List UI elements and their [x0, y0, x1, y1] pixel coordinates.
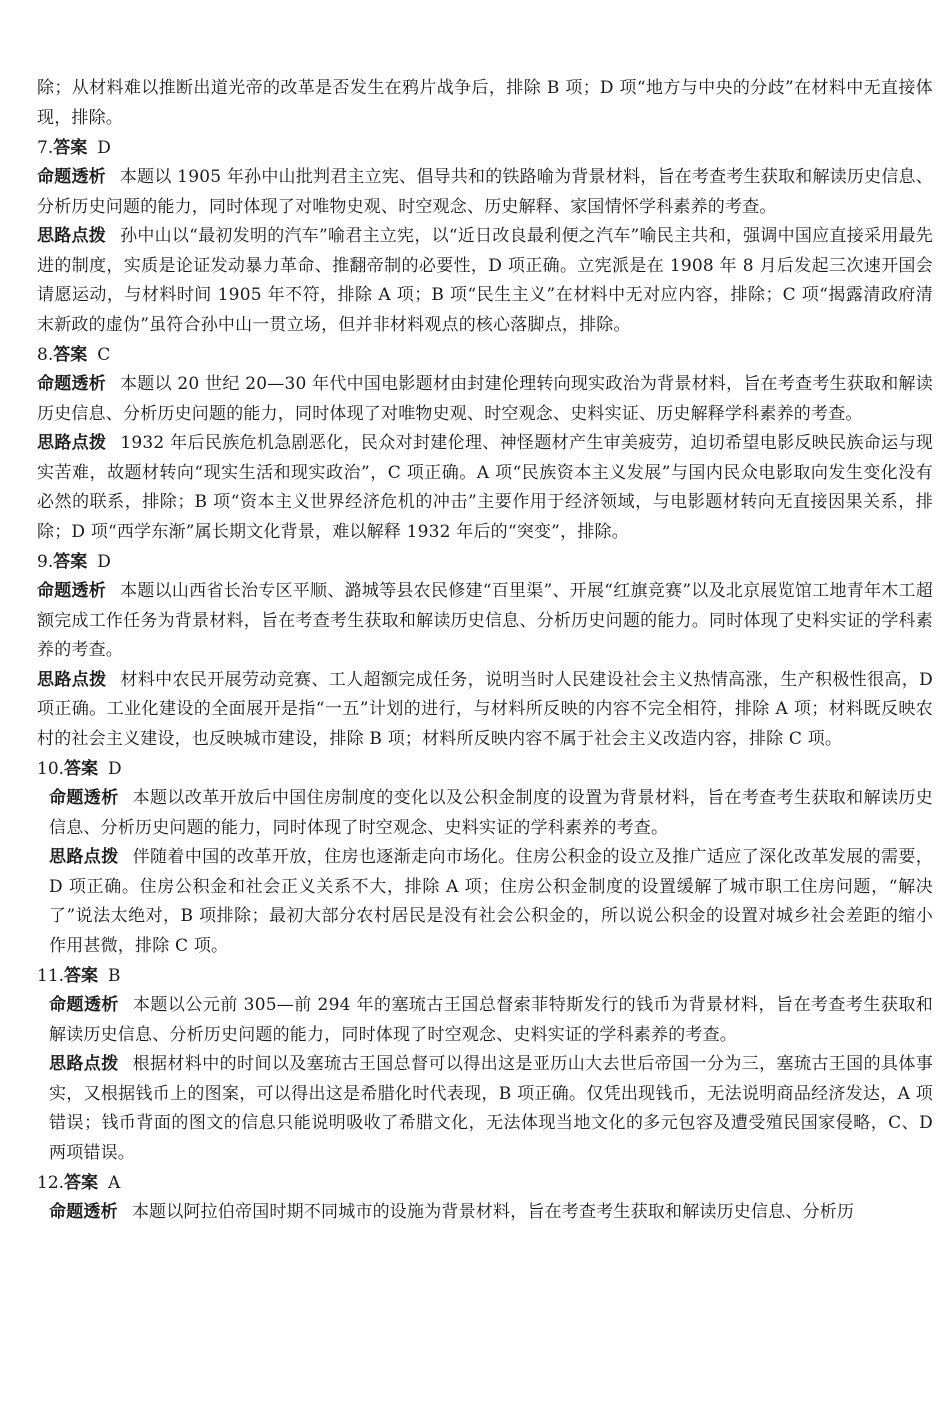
answer-line: [37, 133, 933, 163]
insight-text: 本题以 1905 年孙中山批判君主立宪、倡导共和的铁路喻为背景材料，旨在考查考生获取和解读历史信息、分析历史问题的能力，同时体现了对唯物史观、时空观念、历史解释、家国情怀学科素养的考查。: [37, 167, 933, 217]
answer-line: [37, 547, 933, 577]
question-number: 7.: [37, 138, 54, 158]
answer-line: [37, 961, 933, 991]
question-item-7: [37, 133, 933, 340]
insight-section: [37, 1198, 933, 1228]
lead-paragraph: 除；从材料难以推断出道光帝的改革是否发生在鸦片战争后，排除 B 项；D 项“地方与中央的分歧”在材料中无直接体现，排除。: [37, 78, 933, 128]
insight-label: 命题透析: [37, 167, 106, 187]
answer-label: 答案: [53, 345, 88, 365]
insight-label: 命题透析: [49, 995, 119, 1015]
insight-section: [37, 370, 933, 429]
hint-text: 材料中农民开展劳动竞赛、工人超额完成任务，说明当时人民建设社会主义热情高涨，生产积极性很高，D 项正确。工业化建设的全面展开是指“一五”计划的进行，与材料所反映的内容不完全相符，排除 A 项；材料既反映农村的社会主义建设，也反映城市建设，排除 B 项；材料所反映内容不属于社会主义改造内容，排除 C 项。: [37, 669, 933, 749]
insight-text: 本题以公元前 305—前 294 年的塞琉古王国总督索菲特斯发行的钱币为背景材料，旨在考查考生获取和解读历史信息、分析历史问题的能力，同时体现了时空观念、史料实证的学科素养的考查。: [49, 995, 933, 1045]
hint-section: [37, 222, 933, 340]
hint-text: 1932 年后民族危机急剧恶化，民众对封建伦理、神怪题材产生审美疲劳，迫切希望电影反映民族命运与现实苦难，故题材转向“现实生活和现实政治”，C 项正确。A 项“民族资本主义发展”与国内民众电影取向发生变化没有必然的联系，排除；B 项“资本主义世界经济危机的冲击”主要作用于经济领域，与电影题材转向无直接因果关系，排除；D 项“西学东渐”属长期文化背景，难以解释 1932 年后的“突变”，排除。: [37, 433, 933, 542]
question-item-9: [37, 547, 933, 754]
insight-section: [37, 577, 933, 666]
insight-label: 命题透析: [49, 1202, 118, 1222]
insight-text: 本题以 20 世纪 20—30 年代中国电影题材由封建伦理转向现实政治为背景材料，旨在考查考生获取和解读历史信息、分析历史问题的能力，同时体现了对唯物史观、时空观念、史料实证、历史解释学科素养的考查。: [37, 374, 933, 424]
answer-value: D: [97, 138, 111, 158]
insight-section: [37, 991, 933, 1050]
question-item-12: [37, 1168, 933, 1228]
question-number: 12.: [37, 1173, 65, 1193]
hint-label: 思路点拨: [37, 433, 107, 453]
answer-value: D: [97, 552, 111, 572]
hint-text: 根据材料中的时间以及塞琉古王国总督可以得出这是亚历山大去世后帝国一分为三，塞琉古王国的具体事实，又根据钱币上的图案，可以得出这是希腊化时代表现，B 项正确。仅凭出现钱币，无法说明商品经济发达，A 项错误；钱币背面的图文的信息只能说明吸收了希腊文化，无法体现当地文化的多元包容及遭受殖民国家侵略，C、D 两项错误。: [49, 1054, 933, 1163]
question-item-10: [37, 754, 933, 961]
answer-label: 答案: [64, 966, 99, 986]
insight-label: 命题透析: [49, 788, 119, 808]
hint-section: [37, 429, 933, 547]
answer-key-page: [37, 74, 933, 1228]
question-item-8: [37, 340, 933, 547]
hint-section: [37, 843, 933, 961]
insight-text: 本题以改革开放后中国住房制度的变化以及公积金制度的设置为背景材料，旨在考查考生获取和解读历史信息、分析历史问题的能力，同时体现了时空观念、史料实证的学科素养的考查。: [49, 788, 933, 838]
hint-label: 思路点拨: [37, 669, 107, 690]
hint-section: [37, 666, 933, 755]
question-item-11: [37, 961, 933, 1168]
answer-label: 答案: [64, 1173, 99, 1193]
answer-label: 答案: [53, 552, 88, 572]
insight-text: 本题以山西省长治专区平顺、潞城等县农民修建“百里渠”、开展“红旗竞赛”以及北京展览馆工地青年木工超额完成工作任务为背景材料，旨在考查考生获取和解读历史信息、分析历史问题的能力。同时体现了史料实证的学科素养的考查。: [37, 581, 934, 660]
insight-text: 本题以阿拉伯帝国时期不同城市的设施为背景材料，旨在考查考生获取和解读历史信息、分析历: [131, 1202, 855, 1222]
insight-section: [37, 163, 933, 222]
hint-label: 思路点拨: [49, 1054, 119, 1074]
insight-label: 命题透析: [37, 581, 107, 601]
answer-value: C: [97, 345, 111, 365]
hint-section: [37, 1050, 933, 1168]
insight-section: [37, 784, 933, 843]
answer-value: D: [108, 759, 122, 779]
answer-line: [37, 754, 933, 784]
question-number: 9.: [37, 552, 54, 572]
answer-line: [37, 1168, 933, 1198]
hint-label: 思路点拨: [37, 226, 107, 246]
answer-label: 答案: [53, 138, 88, 158]
answer-value: B: [108, 966, 121, 986]
question-number: 10.: [37, 759, 65, 779]
question-number: 11.: [37, 966, 65, 986]
hint-text: 伴随着中国的改革开放，住房也逐渐走向市场化。住房公积金的设立及推广适应了深化改革发展的需要，D 项正确。住房公积金和社会正义关系不大，排除 A 项；住房公积金制度的设置缓解了城市职工住房问题，“解决了”说法太绝对，B 项排除；最初大部分农村居民是没有社会公积金的，所以说公积金的设置对城乡社会差距的缩小作用甚微，排除 C 项。: [49, 847, 933, 956]
hint-text: 孙中山以“最初发明的汽车”喻君主立宪，以“近日改良最利便之汽车”喻民主共和，强调中国应直接采用最先进的制度，实质是论证发动暴力革命、推翻帝制的必要性，D 项正确。立宪派是在 1908 年 8 月后发起三次速开国会请愿运动，与材料时间 1905 年不符，排除 A 项；B 项“民生主义”在材料中无对应内容，排除；C 项“揭露清政府清末新政的虚伪”虽符合孙中山一贯立场，但并非材料观点的核心落脚点，排除。: [37, 226, 934, 335]
answer-label: 答案: [64, 759, 99, 779]
answer-line: [37, 340, 933, 370]
question-number: 8.: [37, 345, 54, 365]
insight-label: 命题透析: [37, 374, 106, 394]
hint-label: 思路点拨: [49, 847, 119, 867]
answer-value: A: [108, 1173, 121, 1193]
